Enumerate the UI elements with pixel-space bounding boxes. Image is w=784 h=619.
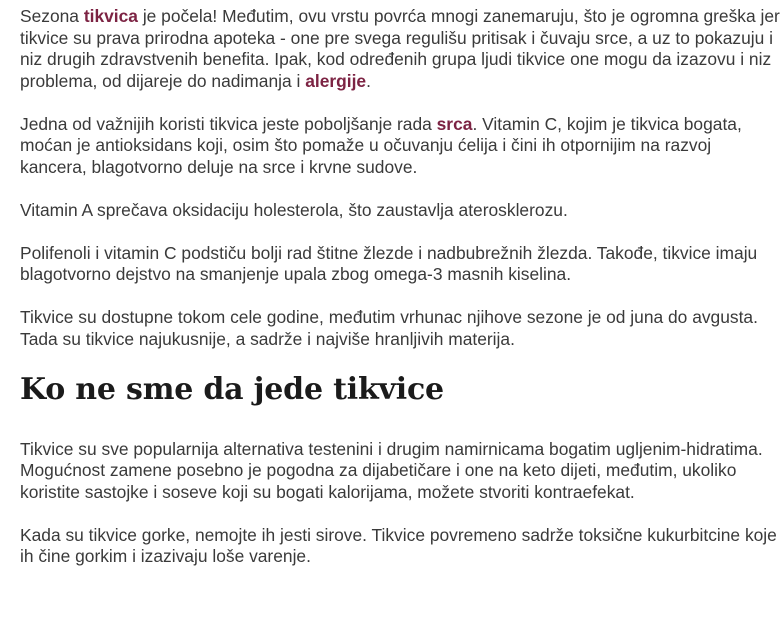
paragraph-alternative: Tikvice su sve popularnija alternativa testenini i drugim namirnicama bogatim ugljenim-hidratima. Mogućnost zamene posebno je pogodna za dijabetičare i one na keto dijeti, međutim, ukoliko koristite sastojke i soseve koji su bogati kalorijama, možete stvoriti kontraefekat. bbox=[20, 438, 763, 502]
section-heading: Ko ne sme da jede tikvice bbox=[20, 371, 444, 407]
paragraph-vitamin-a: Vitamin A sprečava oksidaciju holesterola, što zaustavlja aterosklerozu. bbox=[20, 199, 568, 220]
paragraph-bitter: Kada su tikvice gorke, nemojte ih jesti sirove. Tikvice povremeno sadrže toksične kukurbitcine koje ih čine gorkim i izazivaju loše varenje. bbox=[20, 524, 777, 566]
intro-text-1: Sezona bbox=[20, 6, 84, 26]
paragraph-season: Tikvice su dostupne tokom cele godine, međutim vrhunac njihove sezone je od juna do avgusta. Tada su tikvice najukusnije, a sadrže i najviše hranljivih materija. bbox=[20, 307, 758, 349]
heart-text-2: . Vitamin C, kojim je tikvica bogata, moćan je antioksidans koji, osim što pomaže u očuvanju ćelija i čini ih otpornijim na razvoj kancera, blagotvorno deluje na srce i krvne sudove. bbox=[20, 113, 742, 177]
article-body bbox=[20, 6, 780, 589]
link-tikvica[interactable]: tikvica bbox=[83, 6, 138, 26]
paragraph-polyphenols: Polifenoli i vitamin C podstiču bolji rad štitne žlezde i nadbubrežnih žlezda. Takođe, tikvice imaju blagotvorno dejstvo na smanjenje upala zbog omega-3 masnih kiselina. bbox=[20, 242, 758, 284]
heart-text-1: Jedna od važnijih koristi tikvica jeste poboljšanje rada bbox=[20, 113, 437, 134]
paragraph-intro bbox=[20, 6, 780, 92]
link-srca[interactable]: srca bbox=[436, 113, 473, 134]
intro-text-3: . bbox=[366, 70, 371, 91]
intro-text-2: je počela! Međutim, ovu vrstu povrća mnogi zanemaruju, što je ogromna greška jer tikvice su prava prirodna apoteka - one pre svega regulišu pritisak i čuvaju srce, a uz to pokazuju i niz drugih zdravstvenih benefita. Ipak, kod određenih grupa ljudi tikvice one mogu da izazovu i niz problema, od dijareje do nadimanja i bbox=[20, 6, 780, 91]
link-alergije[interactable]: alergije bbox=[305, 70, 367, 91]
paragraph-heart bbox=[20, 114, 780, 179]
